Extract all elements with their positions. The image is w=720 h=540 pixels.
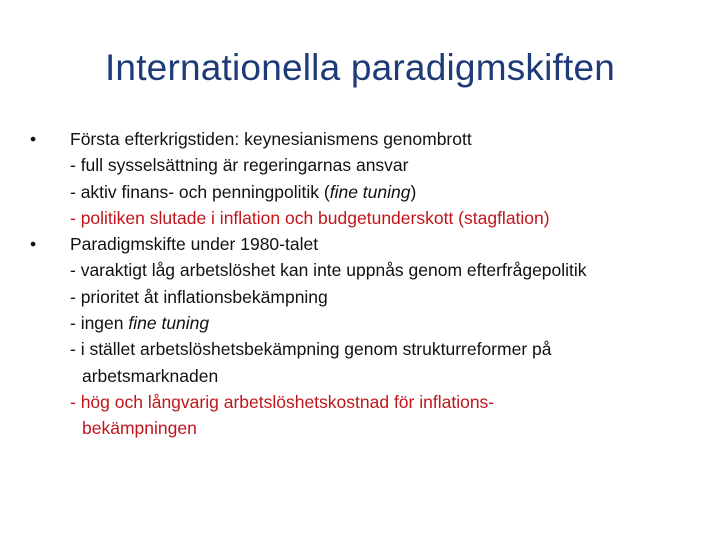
sub-item-text: - politiken slutade i inflation och budgetunderskott (stagflation): [70, 207, 550, 228]
sub-item-highlight: [30, 389, 700, 442]
sub-item-continuation: arbetsmarknaden: [82, 365, 219, 386]
sub-item-text: ): [410, 181, 417, 202]
sub-item-text: - hög och långvarig arbetslöshetskostnad för inflations-: [70, 391, 495, 412]
sub-item: [30, 336, 700, 389]
sub-item-continuation: bekämpningen: [82, 418, 197, 439]
sub-item: [30, 179, 700, 205]
sub-item-text: - varaktigt låg arbetslöshet kan inte uppnås genom efterfrågepolitik: [70, 260, 587, 281]
sub-item-text: - i stället arbetslöshetsbekämpning genom strukturreformer på: [70, 339, 552, 360]
bullet-item: [30, 126, 700, 152]
sub-item-text: - ingen: [70, 313, 129, 334]
bullet-item: [30, 231, 700, 257]
bullet-icon: •: [30, 129, 37, 149]
sub-item-text: - aktiv finans- och penningpolitik (: [70, 181, 330, 202]
bullet-text: Första efterkrigstiden: keynesianismens genombrott: [70, 129, 472, 149]
bullet-icon: •: [30, 234, 37, 255]
sub-item: [30, 152, 700, 178]
slide-title: Internationella paradigmskiften: [104, 47, 616, 88]
slide-content: [30, 126, 700, 442]
bullet-text: Paradigmskifte under 1980-talet: [70, 234, 319, 255]
italic-term: fine tuning: [128, 313, 210, 334]
sub-item-text: - prioritet åt inflationsbekämpning: [70, 286, 328, 307]
sub-item-text: - full sysselsättning är regeringarnas ansvar: [70, 155, 409, 176]
italic-term: fine tuning: [329, 181, 411, 202]
sub-item-highlight: [30, 205, 700, 231]
sub-item: [30, 284, 700, 310]
sub-item: [30, 257, 700, 283]
sub-item: [30, 310, 700, 336]
